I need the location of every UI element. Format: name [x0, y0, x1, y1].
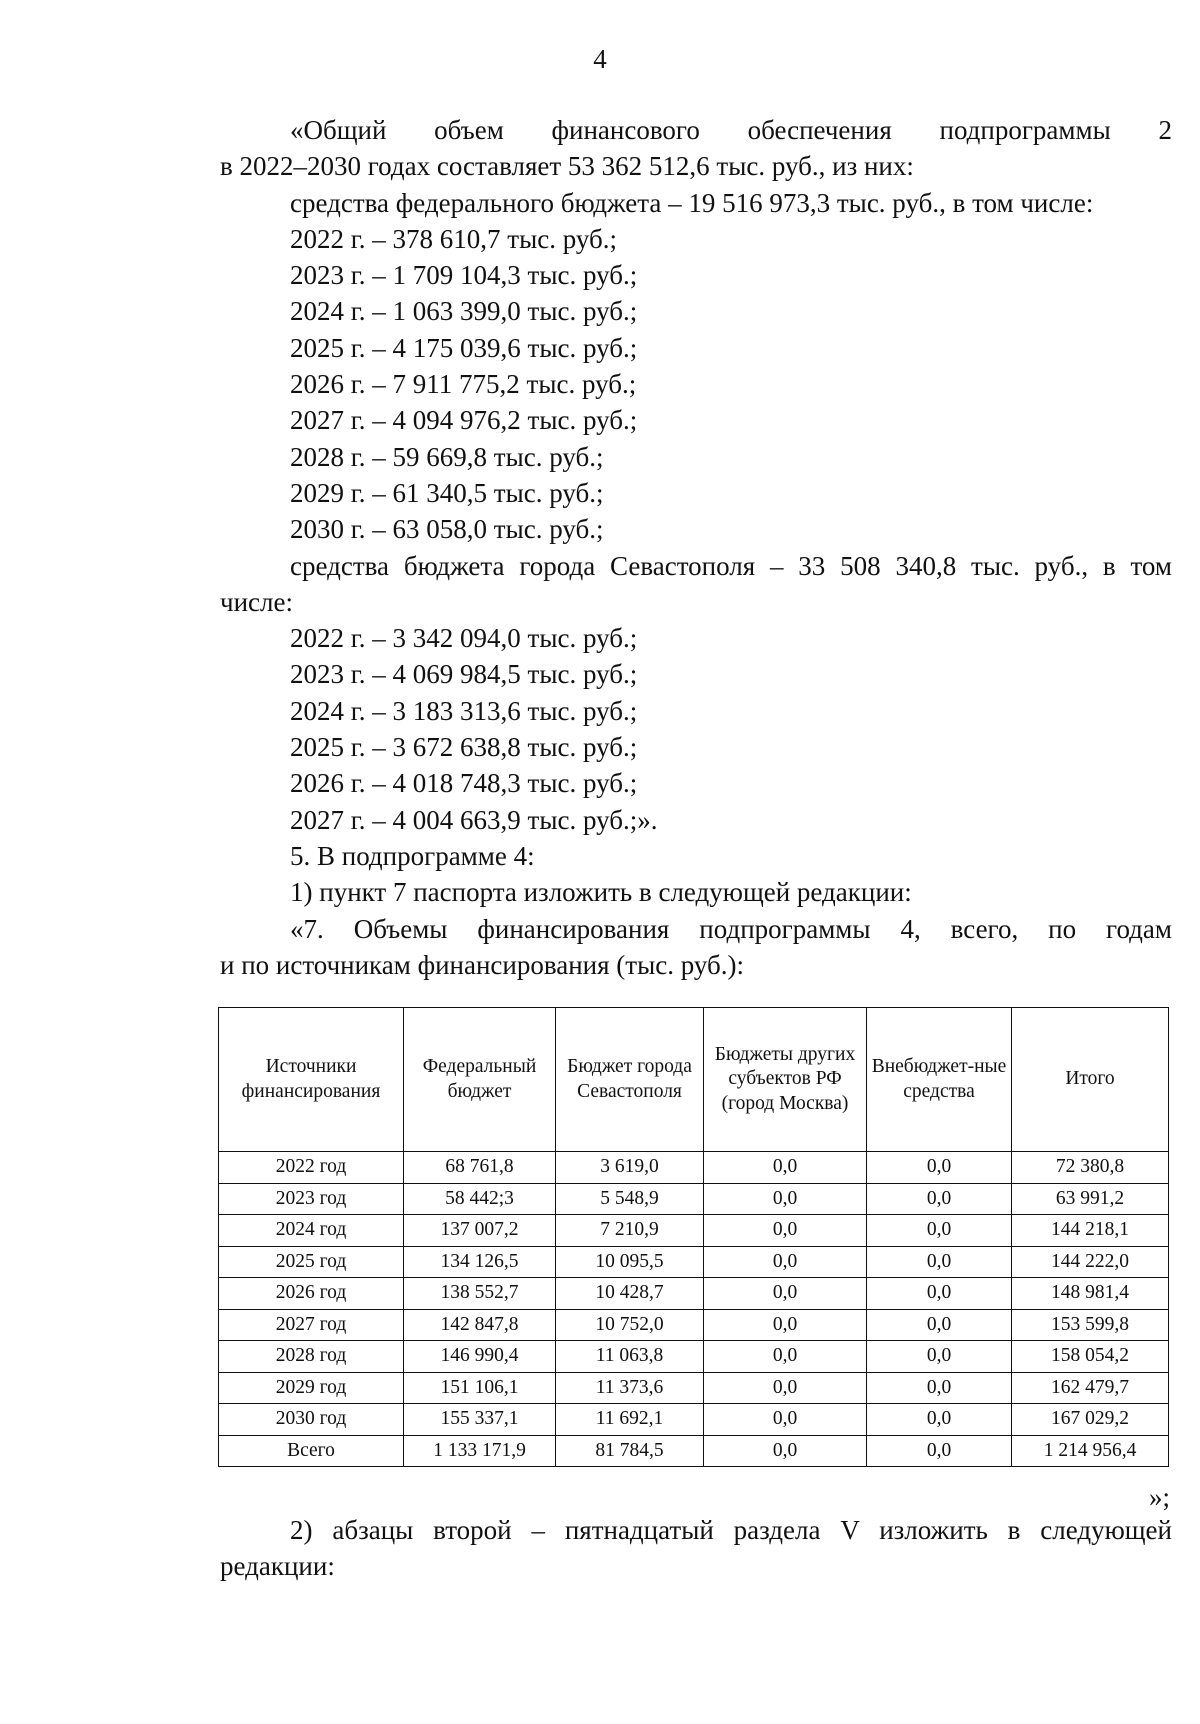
list-item: 2025 г. – 3 672 638,8 тыс. руб.;	[290, 732, 638, 763]
cell: 137 007,2	[404, 1215, 556, 1247]
cell: 0,0	[867, 1152, 1012, 1184]
intro-paragraph-line-2: в 2022–2030 годах составляет 53 362 512,6 тыс. руб., из них:	[220, 151, 914, 182]
cell: 0,0	[704, 1278, 867, 1310]
cell: 0,0	[704, 1341, 867, 1373]
header-sources: Источники финансирования	[219, 1008, 404, 1152]
cell: 0,0	[867, 1278, 1012, 1310]
federal-years-list	[220, 221, 1172, 548]
cell: 2027 год	[219, 1309, 404, 1341]
cell: 0,0	[867, 1309, 1012, 1341]
financing-table	[218, 1007, 1169, 1467]
cell: 2025 год	[219, 1246, 404, 1278]
cell: 146 990,4	[404, 1341, 556, 1373]
cell: 0,0	[704, 1152, 867, 1184]
list-item: 2026 г. – 7 911 775,2 тыс. руб.;	[290, 369, 637, 400]
item-2-line-2: редакции:	[220, 1551, 335, 1582]
list-item: 2022 г. – 378 610,7 тыс. руб.;	[290, 223, 617, 254]
header-sevastopol-budget: Бюджет города Севастополя	[556, 1008, 704, 1152]
cell: 134 126,5	[404, 1246, 556, 1278]
list-item: 2027 г. – 4 094 976,2 тыс. руб.;	[290, 405, 638, 436]
table-row	[219, 1372, 1169, 1404]
cell: 1 133 171,9	[404, 1435, 556, 1467]
table-header-row	[219, 1008, 1169, 1152]
header-federal-budget: Федеральный бюджет	[404, 1008, 556, 1152]
cell: 0,0	[867, 1435, 1012, 1467]
cell: 0,0	[704, 1372, 867, 1404]
cell: 5 548,9	[556, 1183, 704, 1215]
cell: 10 752,0	[556, 1309, 704, 1341]
cell: 11 373,6	[556, 1372, 704, 1404]
list-item: 2030 г. – 63 058,0 тыс. руб.;	[290, 514, 604, 545]
item-7-line-2: и по источникам финансирования (тыс. руб.):	[220, 949, 744, 980]
cell: 144 218,1	[1012, 1215, 1169, 1247]
cell: 10 428,7	[556, 1278, 704, 1310]
closing-quote: »;	[1148, 1482, 1170, 1512]
cell: 142 847,8	[404, 1309, 556, 1341]
list-item: 2024 г. – 3 183 313,6 тыс. руб.;	[290, 695, 638, 726]
cell: 2026 год	[219, 1278, 404, 1310]
cell: 0,0	[867, 1215, 1012, 1247]
cell: 0,0	[704, 1404, 867, 1436]
cell: 2028 год	[219, 1341, 404, 1373]
cell: 11 063,8	[556, 1341, 704, 1373]
cell: 3 619,0	[556, 1152, 704, 1184]
list-item: 2026 г. – 4 018 748,3 тыс. руб.;	[290, 768, 638, 799]
cell: 58 442;3	[404, 1183, 556, 1215]
cell: 151 106,1	[404, 1372, 556, 1404]
cell: 167 029,2	[1012, 1404, 1169, 1436]
list-item: 2028 г. – 59 669,8 тыс. руб.;	[290, 441, 604, 472]
item-2-line-1: 2) абзацы второй – пятнадцатый раздела V изложить в следующей	[290, 1515, 1172, 1545]
cell: 81 784,5	[556, 1435, 704, 1467]
list-item: 2024 г. – 1 063 399,0 тыс. руб.;	[290, 296, 638, 327]
table-row	[219, 1278, 1169, 1310]
financing-table-container	[218, 1007, 1168, 1467]
cell: 68 761,8	[404, 1152, 556, 1184]
sevastopol-budget-header-line-1: средства бюджета города Севастополя – 33 508 340,8 тыс. руб., в том	[290, 550, 1172, 581]
cell: 0,0	[867, 1246, 1012, 1278]
cell: 7 210,9	[556, 1215, 704, 1247]
cell: 0,0	[867, 1404, 1012, 1436]
table-row	[219, 1215, 1169, 1247]
cell: 1 214 956,4	[1012, 1435, 1169, 1467]
cell: 158 054,2	[1012, 1341, 1169, 1373]
document-body-continued	[220, 1512, 1172, 1585]
table-row	[219, 1341, 1169, 1373]
cell: Всего	[219, 1435, 404, 1467]
cell: 10 095,5	[556, 1246, 704, 1278]
federal-budget-header: средства федерального бюджета – 19 516 973,3 тыс. руб., в том числе:	[290, 187, 1094, 218]
cell: 2023 год	[219, 1183, 404, 1215]
header-other-subjects-budgets: Бюджеты других субъектов РФ (город Москва)	[704, 1008, 867, 1152]
sevastopol-years-list	[220, 620, 1172, 838]
item-7-line-1: «7. Объемы финансирования подпрограммы 4, всего, по годам	[290, 913, 1172, 944]
cell: 0,0	[704, 1183, 867, 1215]
page-number: 4	[593, 44, 607, 74]
cell: 11 692,1	[556, 1404, 704, 1436]
table-row	[219, 1404, 1169, 1436]
cell: 0,0	[704, 1435, 867, 1467]
cell: 148 981,4	[1012, 1278, 1169, 1310]
list-item: 2027 г. – 4 004 663,9 тыс. руб.;».	[290, 804, 658, 835]
cell: 0,0	[867, 1341, 1012, 1373]
item-5: 5. В подпрограмме 4:	[290, 840, 535, 871]
header-total: Итого	[1012, 1008, 1169, 1152]
cell: 155 337,1	[404, 1404, 556, 1436]
intro-paragraph-line-1: «Общий объем финансового обеспечения подпрограммы 2	[290, 115, 1172, 145]
table-row-total	[219, 1435, 1169, 1467]
cell: 0,0	[867, 1183, 1012, 1215]
cell: 162 479,7	[1012, 1372, 1169, 1404]
cell: 0,0	[704, 1309, 867, 1341]
cell: 153 599,8	[1012, 1309, 1169, 1341]
cell: 144 222,0	[1012, 1246, 1169, 1278]
list-item: 2023 г. – 1 709 104,3 тыс. руб.;	[290, 260, 638, 291]
cell: 63 991,2	[1012, 1183, 1169, 1215]
list-item: 2029 г. – 61 340,5 тыс. руб.;	[290, 477, 604, 508]
cell: 72 380,8	[1012, 1152, 1169, 1184]
table-row	[219, 1183, 1169, 1215]
cell: 2024 год	[219, 1215, 404, 1247]
cell: 0,0	[704, 1215, 867, 1247]
cell: 2030 год	[219, 1404, 404, 1436]
item-5-subitem-1: 1) пункт 7 паспорта изложить в следующей редакции:	[290, 877, 912, 908]
document-body	[220, 112, 1172, 983]
list-item: 2025 г. – 4 175 039,6 тыс. руб.;	[290, 332, 638, 363]
table-row	[219, 1152, 1169, 1184]
list-item: 2023 г. – 4 069 984,5 тыс. руб.;	[290, 659, 638, 690]
table-row	[219, 1246, 1169, 1278]
cell: 0,0	[704, 1246, 867, 1278]
cell: 2022 год	[219, 1152, 404, 1184]
cell: 2029 год	[219, 1372, 404, 1404]
table-row	[219, 1309, 1169, 1341]
cell: 0,0	[867, 1372, 1012, 1404]
list-item: 2022 г. – 3 342 094,0 тыс. руб.;	[290, 623, 638, 654]
sevastopol-budget-header-line-2: числе:	[220, 586, 293, 617]
cell: 138 552,7	[404, 1278, 556, 1310]
header-extrabudgetary: Внебюджет-ные средства	[867, 1008, 1012, 1152]
